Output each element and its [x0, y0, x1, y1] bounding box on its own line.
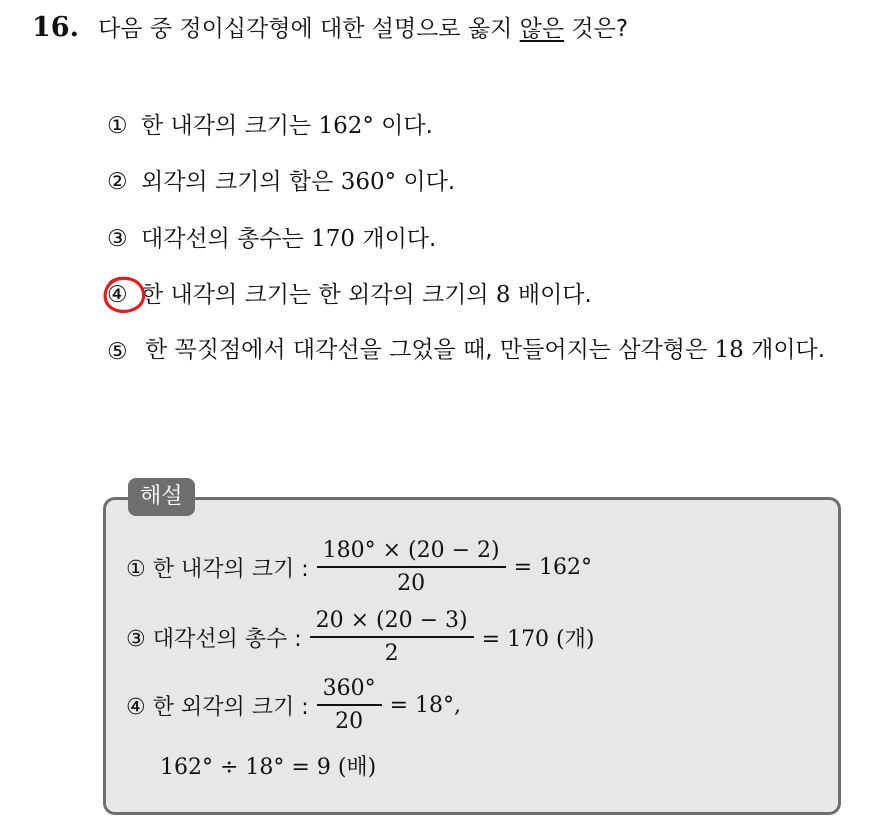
solution-label: ③ 대각선의 총수 :: [126, 626, 302, 652]
solution-label: ④ 한 외각의 크기 :: [126, 694, 309, 720]
answer-circle-mark: [100, 273, 148, 317]
fraction-denominator: 20: [335, 709, 364, 734]
solution-line-4: [160, 750, 376, 781]
solution-result: = 170 (개): [481, 626, 595, 652]
fraction-denominator: 20: [397, 571, 426, 596]
solution-line-3: [126, 676, 461, 734]
choice-5[interactable]: [107, 330, 837, 370]
solution-result: = 162°: [513, 554, 593, 580]
fraction: [317, 538, 506, 596]
question-text: 다음 중 정이십각형에 대한 설명으로 옳지 않은 것은?: [98, 16, 629, 42]
fraction-numerator: 180° × (20 − 2): [317, 538, 506, 568]
question-number: 16.: [32, 12, 79, 43]
choice-text: 한 내각의 크기는 한 외각의 크기의 8 배이다.: [141, 282, 592, 308]
underlined-word: 않은: [519, 16, 565, 42]
choice-text: 한 내각의 크기는 162° 이다.: [141, 113, 433, 139]
solution-tag: 해설: [128, 478, 195, 516]
fraction: [310, 608, 474, 666]
choice-number: ⑤: [107, 339, 128, 365]
solution-line-1: [126, 538, 592, 596]
solution-line-2: [126, 608, 594, 666]
solution-result: = 18°,: [389, 692, 462, 718]
choice-number: ①: [107, 113, 128, 139]
solution-result: 162° ÷ 18° = 9 (배): [160, 755, 377, 780]
fraction-numerator: 360°: [317, 676, 382, 706]
choice-1[interactable]: [107, 104, 433, 148]
fraction-denominator: 2: [384, 641, 399, 666]
choice-text: 한 꼭짓점에서 대각선을 그었을 때, 만들어지는 삼각형은 18 개이다.: [145, 337, 826, 363]
fraction-numerator: 20 × (20 − 3): [310, 608, 474, 638]
fraction: [317, 676, 382, 734]
choice-text: 외각의 크기의 합은 360° 이다.: [141, 169, 456, 195]
question-header: [32, 10, 628, 43]
choice-number: ③: [107, 226, 128, 252]
choice-3[interactable]: [107, 217, 436, 261]
choice-number: ②: [107, 169, 128, 195]
choice-text: 대각선의 총수는 170 개이다.: [141, 226, 437, 252]
choice-number: ④: [107, 282, 128, 308]
choice-4[interactable]: [107, 273, 592, 317]
choice-2[interactable]: [107, 160, 455, 204]
solution-label: ① 한 내각의 크기 :: [126, 556, 309, 582]
